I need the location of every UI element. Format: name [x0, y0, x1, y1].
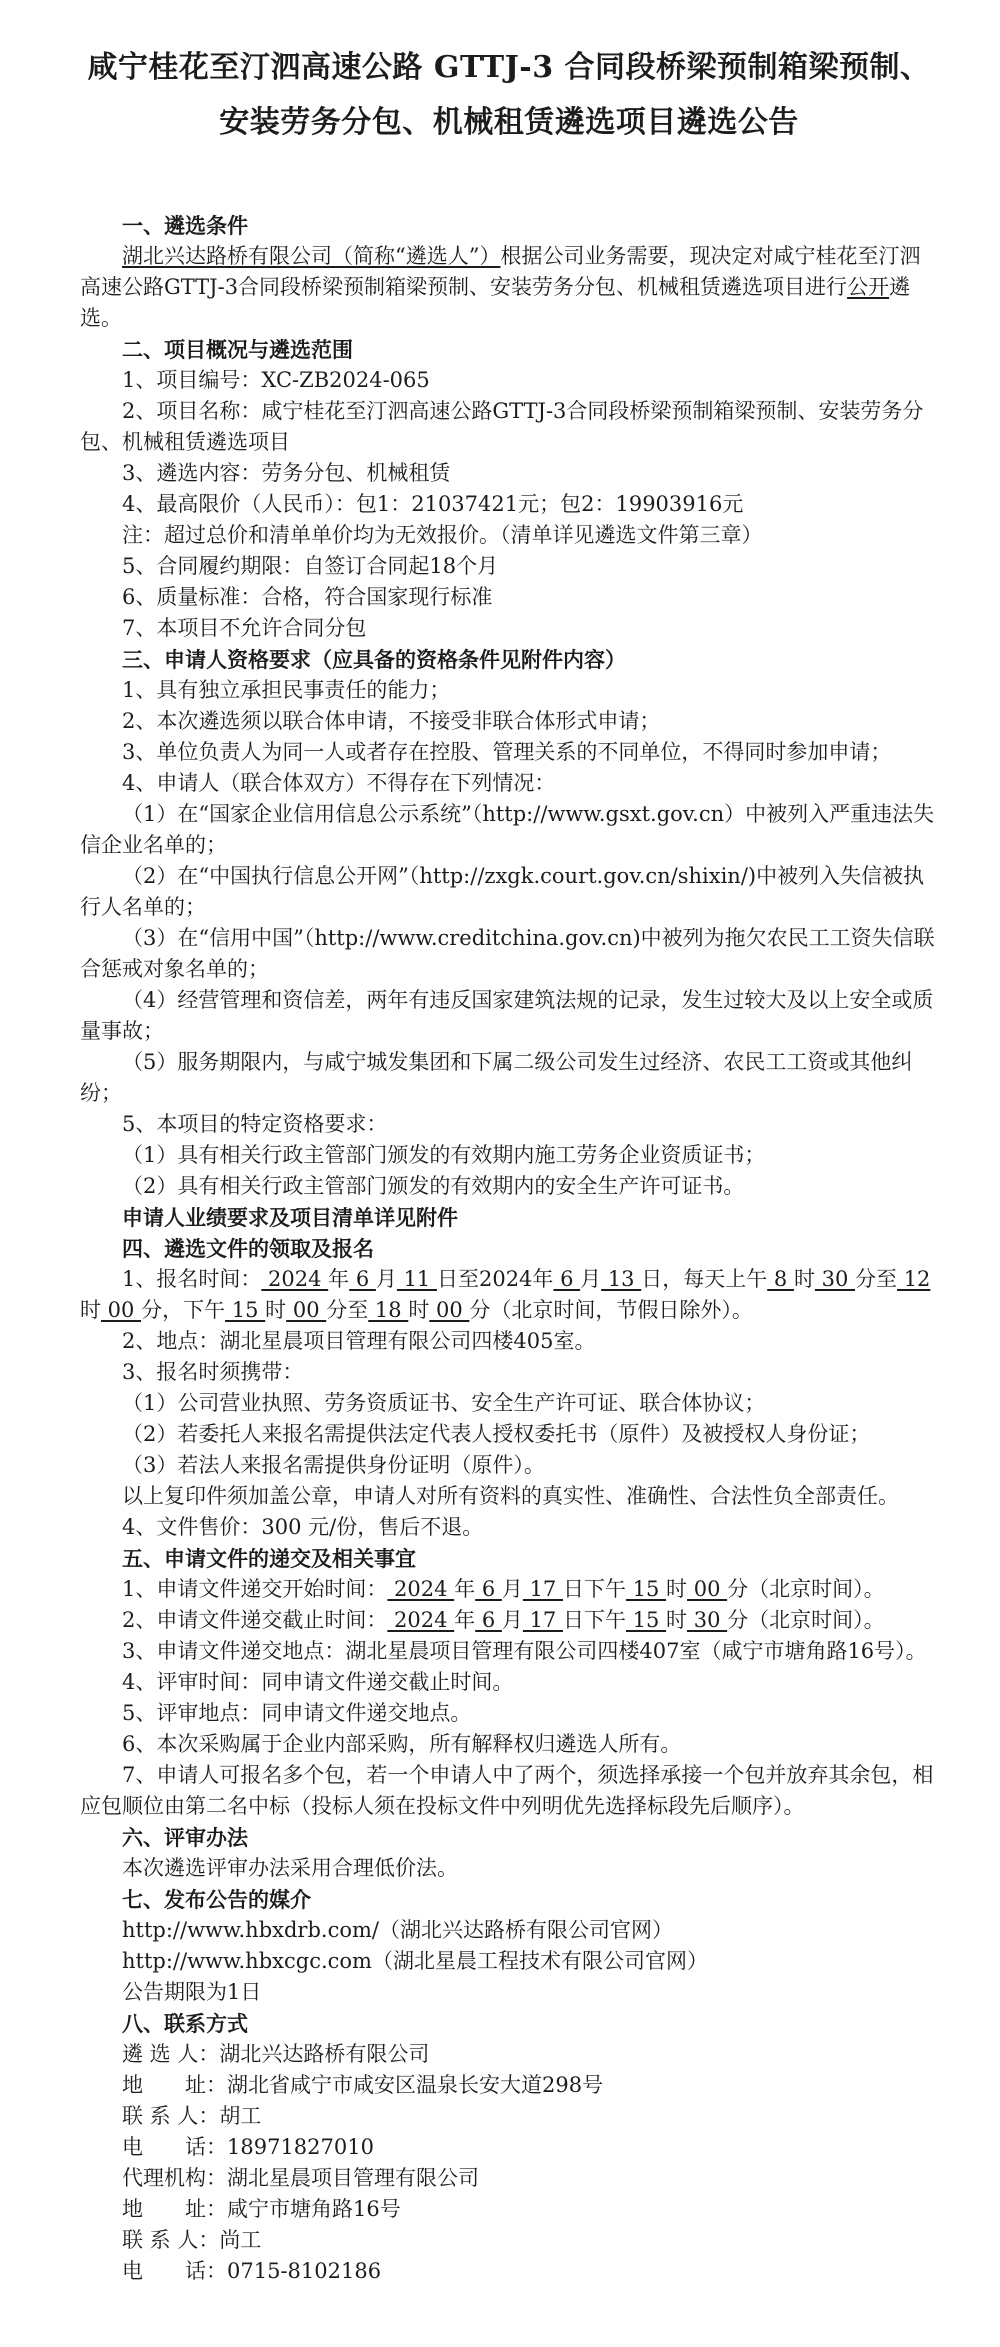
s2-item-price-note: 注：超过总价和清单单价均为无效报价。（清单详见遴选文件第三章）: [122, 523, 763, 547]
s4-item-signup-time: [80, 1264, 938, 1326]
text-run: 年: [454, 1608, 476, 1632]
s2-item-selection-content: 3、遴选内容：劳务分包、机械租赁: [122, 461, 451, 485]
s3-item-4-sub-2: （2）在“中国执行信息公开网”（http://zxgk.court.gov.cn/shixin/)中被列入失信被执行人名单的；: [80, 864, 925, 919]
underlined-text-run: 00: [101, 1298, 142, 1322]
text-run: 日下午: [562, 1608, 626, 1632]
underlined-text-run: 15: [225, 1298, 266, 1322]
s2-item-no-subcontract: 7、本项目不允许合同分包: [122, 616, 367, 640]
text-run: 时: [80, 1298, 101, 1322]
contact-agency-phone: [80, 2256, 938, 2287]
text-run: 日，每天上午: [641, 1267, 768, 1291]
s6-review-method: 本次遴选评审办法采用合理低价法。: [122, 1856, 458, 1880]
s2-item-price-limit: 4、最高限价（人民币）：包1：21037421元；包2：19903916元: [122, 492, 744, 516]
underlined-text-run: 公开: [847, 275, 890, 299]
s5-item-multiple-packages: 7、申请人可报名多个包，若一个申请人中了两个，须选择承接一个包并放弃其余包，相应包顺位由第二名中标（投标人须在投标文件中列明优先选择标段先后顺序）。: [80, 1763, 934, 1818]
section-1-paragraph: [80, 241, 938, 334]
s7-media-url-hbxcgc: http://www.hbxcgc.com（湖北星晨工程技术有限公司官网）: [122, 1949, 708, 1973]
text-run: 分至: [326, 1298, 369, 1322]
text-run: 时: [666, 1577, 688, 1601]
contact-agency-phone-value: 0715-8102186: [227, 2259, 382, 2283]
underlined-text-run: 2024: [387, 1608, 455, 1632]
s3-item-4-sub-5: （5）服务期限内，与咸宁城发集团和下属二级公司发生过经济、农民工工资或其他纠纷；: [80, 1050, 913, 1105]
section-5-heading: 五、申请文件的递交及相关事宜: [122, 1546, 416, 1571]
text-run: 时: [265, 1298, 287, 1322]
s3-item-2: 2、本次遴选须以联合体申请，不接受非联合体形式申请；: [122, 709, 661, 733]
text-run: 1、报名时间：: [122, 1267, 262, 1291]
section-7-heading: 七、发布公告的媒介: [122, 1887, 311, 1912]
s3-item-5-sub-1: （1）具有相关行政主管部门颁发的有效期内施工劳务企业资质证书；: [122, 1143, 766, 1167]
s5-item-submit-start-time: [80, 1574, 938, 1605]
underlined-text-run: 12: [897, 1267, 931, 1291]
section-6-heading: 六、评审办法: [122, 1825, 248, 1850]
contact-agency-person-value: 尚工: [219, 2228, 262, 2252]
contact-agency-person: [80, 2225, 938, 2256]
s4-item-document-price: 4、文件售价：300 元/份，售后不退。: [122, 1515, 484, 1539]
text-run: 2、申请文件递交截止时间：: [122, 1608, 388, 1632]
contact-selector-label: 遴 选 人：: [122, 2042, 220, 2066]
underlined-text-run: 17: [522, 1577, 563, 1601]
s4-item-location: 2、地点：湖北星晨项目管理有限公司四楼405室。: [122, 1329, 596, 1353]
text-run: 1、申请文件递交开始时间：: [122, 1577, 388, 1601]
s5-item-internal-procurement: 6、本次采购属于企业内部采购，所有解释权归遴选人所有。: [122, 1732, 682, 1756]
s2-item-quality-standard: 6、质量标准：合格，符合国家现行标准: [122, 585, 493, 609]
s4-copy-seal-note: 以上复印件须加盖公章，申请人对所有资料的真实性、准确性、合法性负全部责任。: [122, 1484, 899, 1508]
contact-agency-address-value: 咸宁市塘角路16号: [227, 2197, 401, 2221]
text-run: 分，下午: [141, 1298, 226, 1322]
s5-item-submit-location: 3、申请文件递交地点：湖北星晨项目管理有限公司四楼407室（咸宁市塘角路16号）。: [122, 1639, 927, 1663]
document-title-line-2: 安装劳务分包、机械租赁遴选项目遴选公告: [219, 105, 799, 140]
contact-selector-address-value: 湖北省咸宁市咸安区温泉长安大道298号: [227, 2073, 604, 2097]
section-2-heading: 二、项目概况与遴选范围: [122, 337, 353, 362]
underlined-text-run: 6: [475, 1608, 502, 1632]
contact-agency-address-label: 地 址：: [122, 2197, 227, 2221]
section-8-heading: 八、联系方式: [122, 2011, 248, 2036]
underlined-text-run: 17: [522, 1608, 563, 1632]
text-run: 时: [666, 1608, 688, 1632]
underlined-text-run: 11: [396, 1267, 437, 1291]
contact-selector-address: [80, 2070, 938, 2101]
contact-selector-value: 湖北兴达路桥有限公司: [219, 2042, 430, 2066]
contact-selector: [80, 2039, 938, 2070]
s4-item-bring: 3、报名时须携带：: [122, 1360, 304, 1384]
text-run: 时: [408, 1298, 430, 1322]
contact-selector-phone: [80, 2132, 938, 2163]
contact-agency-label: 代理机构：: [122, 2166, 227, 2190]
text-run: 分至: [855, 1267, 898, 1291]
s2-item-contract-term: 5、合同履约期限：自签订合同起18个月: [122, 554, 499, 578]
s4-item-bring-sub-2: （2）若委托人来报名需提供法定代表人授权委托书（原件）及被授权人身份证；: [122, 1422, 871, 1446]
s3-item-4: 4、申请人（联合体双方）不得存在下列情况：: [122, 771, 556, 795]
s3-item-4-sub-4: （4）经营管理和资信差，两年有违反国家建筑法规的记录，发生过较大及以上安全或质量事故；: [80, 988, 934, 1043]
s3-item-5-sub-2: （2）具有相关行政主管部门颁发的有效期内的安全生产许可证书。: [122, 1174, 745, 1198]
document-title: [80, 40, 938, 150]
section-3-heading: 三、申请人资格要求（应具备的资格条件见附件内容）: [122, 647, 626, 672]
underlined-text-run: 30: [687, 1608, 728, 1632]
s3-item-5: 5、本项目的特定资格要求：: [122, 1112, 388, 1136]
underlined-text-run: 8: [767, 1267, 794, 1291]
text-run: 时: [793, 1267, 815, 1291]
text-run: 遴选。: [80, 275, 911, 330]
s5-item-review-time: 4、评审时间：同申请文件递交截止时间。: [122, 1670, 514, 1694]
section-1-heading: 一、遴选条件: [122, 213, 248, 238]
underlined-text-run: 13: [601, 1267, 642, 1291]
s5-item-submit-deadline: [80, 1605, 938, 1636]
s7-media-url-hbxdrb: http://www.hbxdrb.com/（湖北兴达路桥有限公司官网）: [122, 1918, 673, 1942]
text-run: 分（北京时间，节假日除外）。: [469, 1298, 753, 1322]
underlined-text-run: 6: [475, 1577, 502, 1601]
contact-selector-phone-label: 电 话：: [122, 2135, 227, 2159]
underlined-text-run: 00: [429, 1298, 470, 1322]
s3-item-4-sub-3: （3）在“信用中国”（http://www.creditchina.gov.cn)中被列为拖欠农民工工资失信联合惩戒对象名单的；: [80, 926, 935, 981]
underlined-text-run: 6: [553, 1267, 581, 1291]
underlined-text-run: 2024: [387, 1577, 455, 1601]
underlined-text-run: 00: [286, 1298, 327, 1322]
text-run: 月: [580, 1267, 602, 1291]
contact-agency-value: 湖北星晨项目管理有限公司: [227, 2166, 479, 2190]
underlined-text-run: 湖北兴达路桥有限公司（简称“遴选人”）: [122, 244, 501, 268]
section-4-heading: 四、遴选文件的领取及报名: [122, 1236, 374, 1261]
underlined-text-run: 6: [349, 1267, 376, 1291]
contact-agency: [80, 2163, 938, 2194]
text-run: 分（北京时间）。: [727, 1577, 885, 1601]
contact-selector-phone-value: 18971827010: [227, 2135, 374, 2159]
text-run: 月: [501, 1608, 523, 1632]
text-run: 分（北京时间）。: [727, 1608, 885, 1632]
contact-selector-person: [80, 2101, 938, 2132]
s7-announcement-period: 公告期限为1日: [122, 1980, 262, 2004]
s4-item-bring-sub-1: （1）公司营业执照、劳务资质证书、安全生产许可证、联合体协议；: [122, 1391, 766, 1415]
text-run: 年: [454, 1577, 476, 1601]
text-run: 根据公司业务需要，现决定对咸宁桂花至汀泗高速公路GTTJ-3合同段桥梁预制箱梁预制、安装劳务分包、机械租赁遴选项目进行: [80, 244, 921, 299]
underlined-text-run: 15: [625, 1577, 667, 1601]
contact-selector-person-label: 联 系 人：: [122, 2104, 220, 2128]
document-title-line-1: 咸宁桂花至汀泗高速公路 GTTJ-3 合同段桥梁预制箱梁预制、: [87, 50, 931, 85]
s5-item-review-location: 5、评审地点：同申请文件递交地点。: [122, 1701, 472, 1725]
s3-attachment-note: 申请人业绩要求及项目清单详见附件: [122, 1205, 458, 1230]
underlined-text-run: 18: [368, 1298, 409, 1322]
contact-selector-person-value: 胡工: [219, 2104, 262, 2128]
underlined-text-run: 2024: [261, 1267, 329, 1291]
text-run: 年: [328, 1267, 350, 1291]
text-run: 日下午: [562, 1577, 626, 1601]
underlined-text-run: 30: [814, 1267, 856, 1291]
text-run: 日至2024年: [436, 1267, 554, 1291]
s3-item-1: 1、具有独立承担民事责任的能力；: [122, 678, 451, 702]
text-run: 月: [501, 1577, 523, 1601]
contact-selector-address-label: 地 址：: [122, 2073, 227, 2097]
underlined-text-run: 15: [625, 1608, 667, 1632]
s3-item-3: 3、单位负责人为同一人或者存在控股、管理关系的不同单位，不得同时参加申请；: [122, 740, 892, 764]
underlined-text-run: 00: [687, 1577, 728, 1601]
contact-agency-phone-label: 电 话：: [122, 2259, 227, 2283]
s4-item-bring-sub-3: （3）若法人来报名需提供身份证明（原件）。: [122, 1453, 545, 1477]
contact-agency-address: [80, 2194, 938, 2225]
s3-item-4-sub-1: （1）在“国家企业信用信息公示系统”（http://www.gsxt.gov.cn）中被列入严重违法失信企业名单的；: [80, 802, 935, 857]
s2-item-project-name: 2、项目名称：咸宁桂花至汀泗高速公路GTTJ-3合同段桥梁预制箱梁预制、安装劳务分包、机械租赁遴选项目: [80, 399, 924, 454]
s2-item-project-number: 1、项目编号：XC-ZB2024-065: [122, 368, 430, 392]
text-run: 月: [375, 1267, 397, 1291]
contact-agency-person-label: 联 系 人：: [122, 2228, 220, 2252]
